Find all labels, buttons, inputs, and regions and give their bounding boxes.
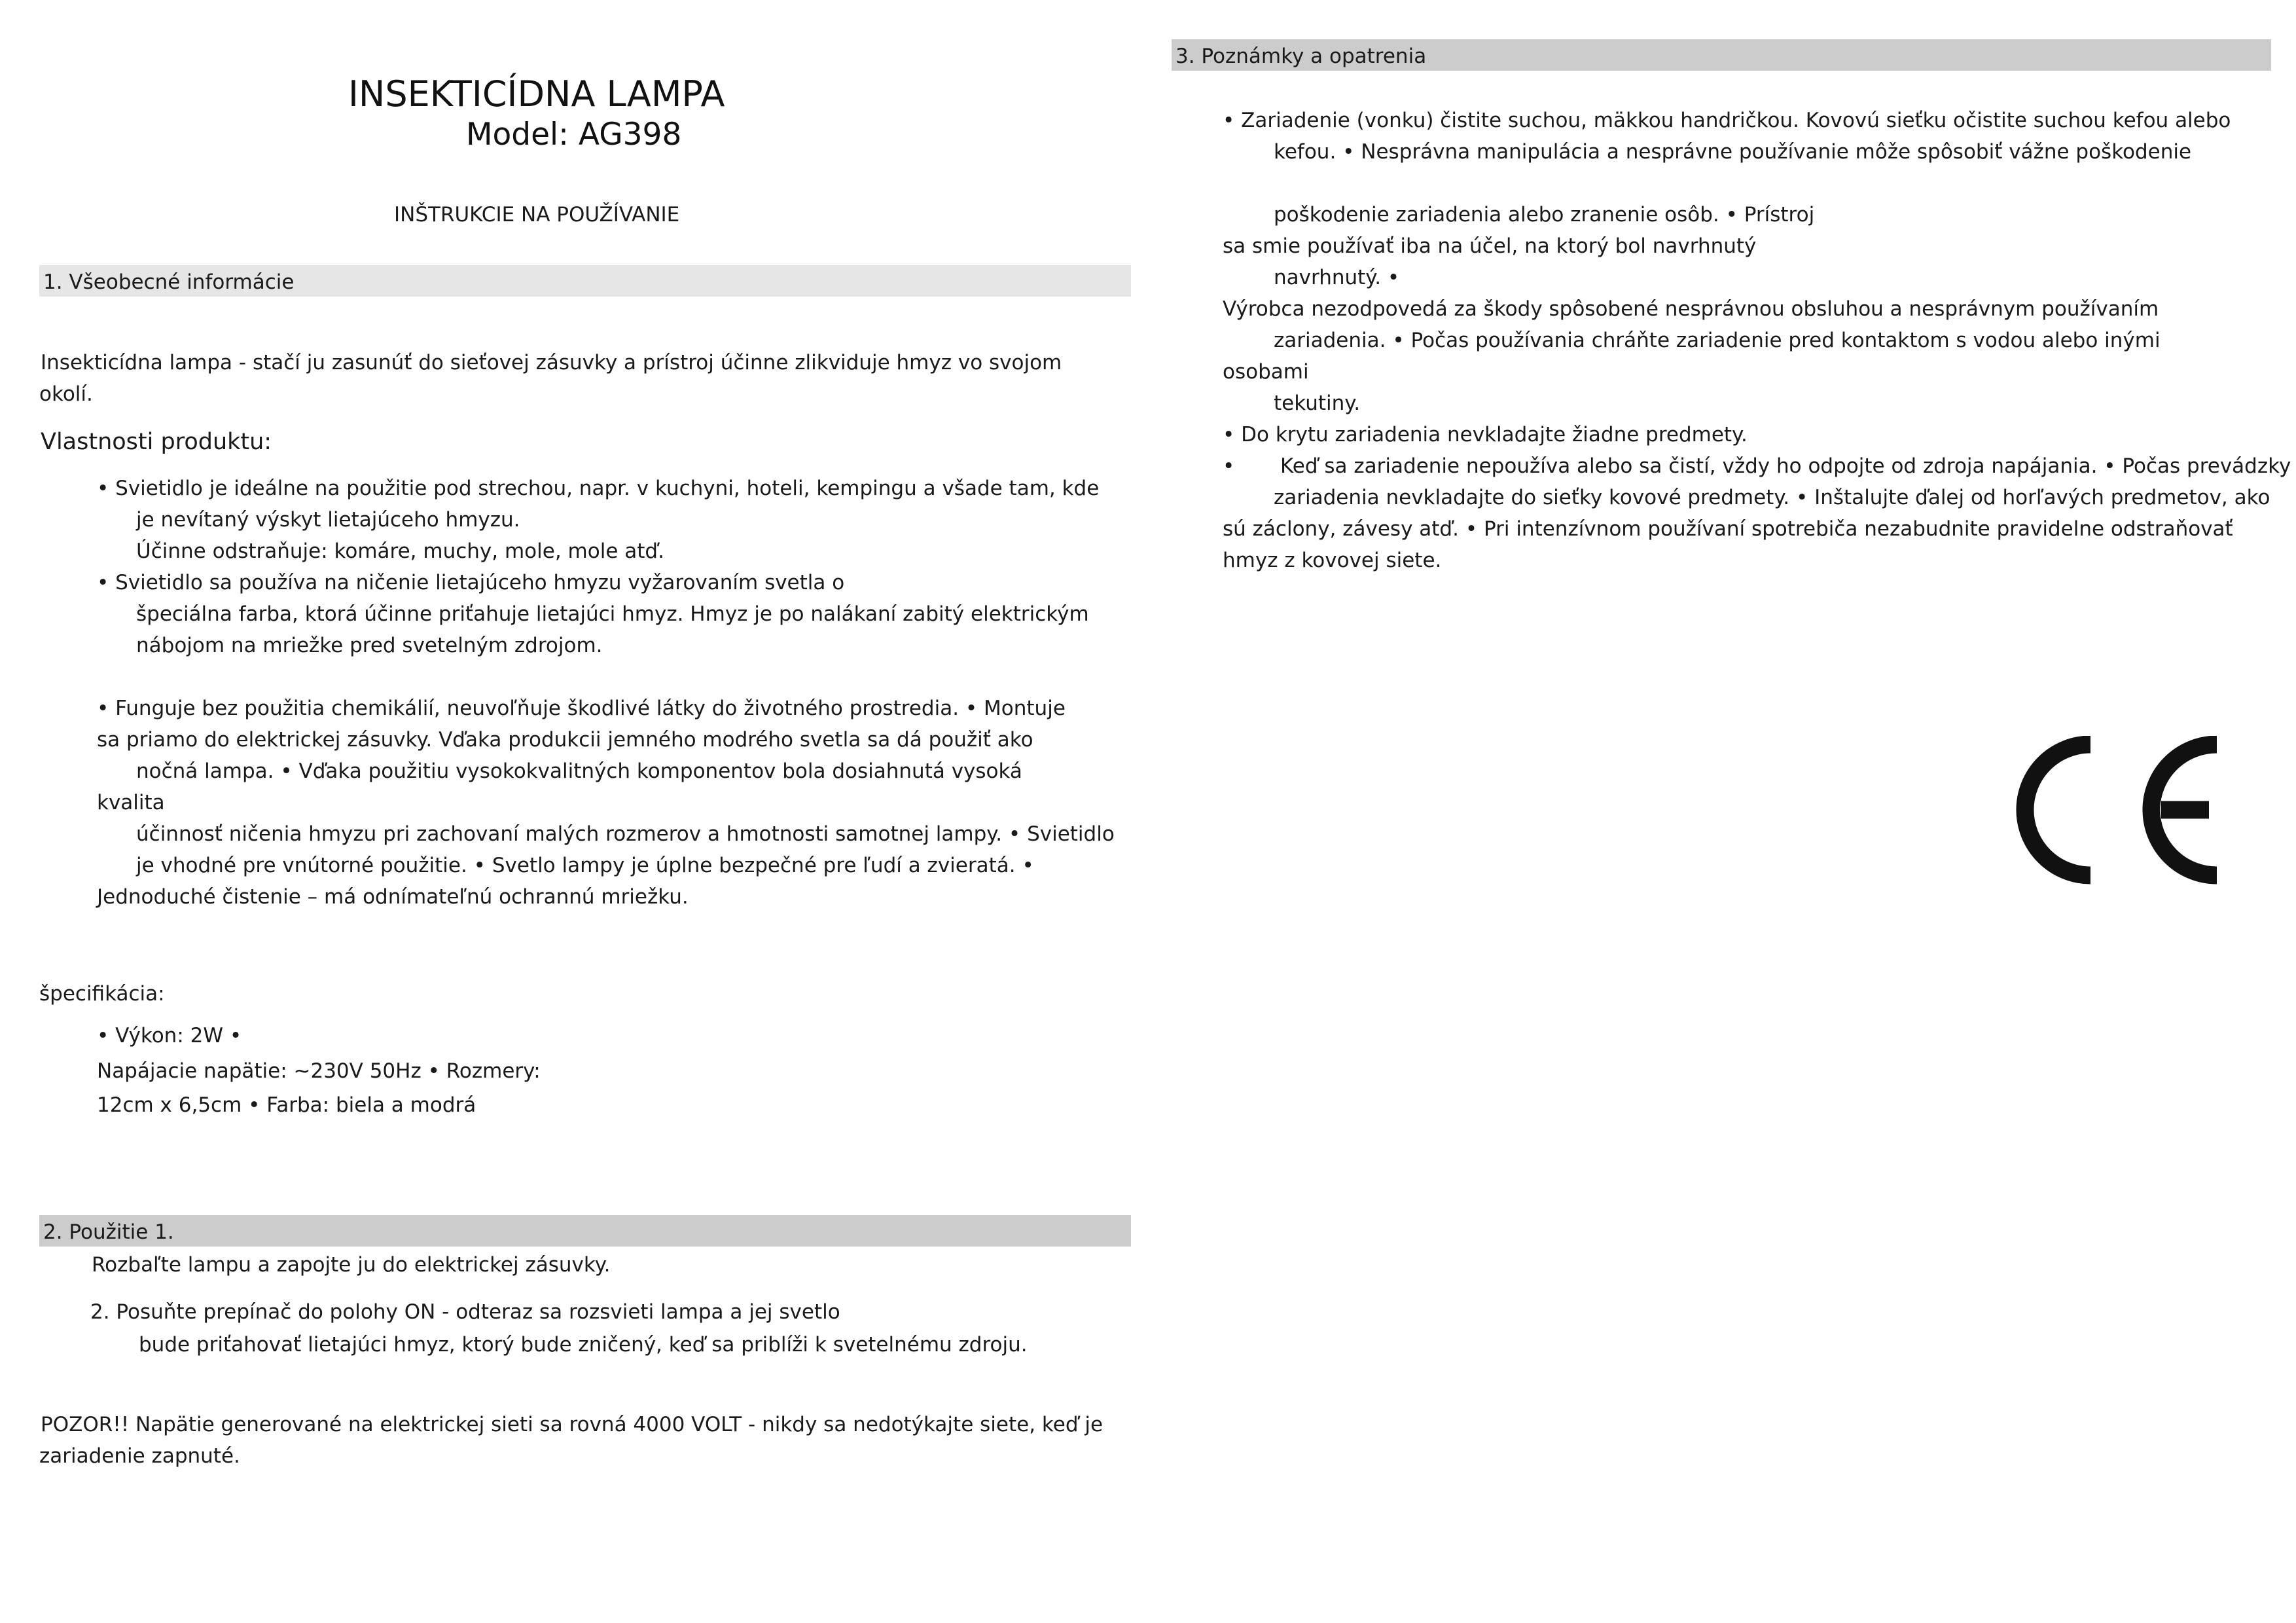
instructions-heading: INŠTRUKCIE NA POUŽÍVANIE (394, 203, 680, 227)
feature-line: • Funguje bez použitia chemikálií, neuvoľňuje škodlivé látky do životného prostredia. • Montuje (97, 697, 1066, 720)
note-line: sa smie používať iba na účel, na ktorý bol navrhnutý (1223, 234, 1757, 258)
note-line: tekutiny. (1274, 392, 1361, 415)
intro-line-2: okolí. (39, 382, 93, 406)
spec-line: 12cm x 6,5cm • Farba: biela a modrá (97, 1093, 476, 1117)
note-line: Keď sa zariadenie nepoužíva alebo sa čistí, vždy ho odpojte od zdroja napájania. • Počas prevádzky (1280, 454, 2291, 478)
usage-step: 2. Posuňte prepínač do polohy ON - odteraz sa rozsvieti lampa a jej svetlo (90, 1300, 840, 1324)
note-line: hmyz z kovovej siete. (1223, 549, 1442, 572)
usage-step: bude priťahovať lietajúci hmyz, ktorý bude zničený, keď sa priblíži k svetelnému zdroju. (139, 1333, 1028, 1357)
usage-step: Rozbaľte lampu a zapojte ju do elektrickej zásuvky. (92, 1253, 611, 1277)
feature-line: nočná lampa. • Vďaka použitiu vysokokvalitných komponentov bola dosiahnutá vysoká (136, 759, 1022, 783)
feature-line: špeciálna farba, ktorá účinne priťahuje lietajúci hmyz. Hmyz je po nalákaní zabitý elektrickým (136, 602, 1089, 626)
feature-line: • Svietidlo sa používa na ničenie lietajúceho hmyzu vyžarovaním svetla o (97, 571, 845, 594)
feature-line: je vhodné pre vnútorné použitie. • Svetlo lampy je úplne bezpečné pre ľudí a zvieratá. • (136, 854, 1034, 877)
warning-line-1: POZOR!! Napätie generované na elektrickej sieti sa rovná 4000 VOLT - nikdy sa nedotýkajte siete, keď je (41, 1413, 1103, 1436)
spec-line: Napájacie napätie: ~230V 50Hz • Rozmery: (97, 1059, 541, 1083)
feature-line: Účinne odstraňuje: komáre, muchy, mole, mole atď. (136, 539, 664, 563)
feature-line: Jednoduché čistenie – má odnímateľnú ochrannú mriežku. (97, 885, 689, 909)
features-title: Vlastnosti produktu: (41, 429, 272, 455)
note-line: kefou. • Nesprávna manipulácia a nesprávne používanie môže spôsobiť vážne poškodenie (1274, 140, 2192, 164)
feature-line: • Svietidlo je ideálne na použitie pod strechou, napr. v kuchyni, hoteli, kempingu a všade tam, kde (97, 477, 1100, 500)
note-line: poškodenie zariadenia alebo zranenie osôb. • Prístroj (1274, 203, 1815, 227)
model-number: Model: AG398 (466, 117, 682, 153)
note-line: Výrobca nezodpovedá za škody spôsobené nesprávnou obsluhou a nesprávnym používaním (1223, 297, 2159, 321)
section-2-heading: 2. Použitie 1. (39, 1215, 1131, 1247)
intro-line-1: Insekticídna lampa - stačí ju zasunúť do sieťovej zásuvky a prístroj účinne zlikviduje hmyz vo svojom (41, 351, 1062, 374)
section-3-heading: 3. Poznámky a opatrenia (1172, 39, 2271, 71)
note-line: osobami (1223, 360, 1309, 384)
document-title: INSEKTICÍDNA LAMPA (348, 73, 725, 115)
feature-line: kvalita (97, 791, 165, 814)
note-line: zariadenia nevkladajte do sieťky kovové predmety. • Inštalujte ďalej od horľavých predmetov, ako (1274, 486, 2270, 509)
ce-mark-icon (2016, 736, 2225, 886)
section-1-heading: 1. Všeobecné informácie (39, 265, 1131, 297)
note-bullet: • (1223, 454, 1235, 478)
feature-line: sa priamo do elektrickej zásuvky. Vďaka produkcii jemného modrého svetla sa dá použiť ako (97, 728, 1033, 752)
note-line: zariadenia. • Počas používania chráňte zariadenie pred kontaktom s vodou alebo inými (1274, 329, 2161, 352)
feature-line: je nevítaný výskyt lietajúceho hmyzu. (136, 508, 520, 532)
spec-title: špecifikácia: (39, 982, 165, 1006)
spec-line: • Výkon: 2W • (97, 1024, 242, 1048)
note-line: • Do krytu zariadenia nevkladajte žiadne predmety. (1223, 423, 1748, 447)
warning-line-2: zariadenie zapnuté. (39, 1444, 240, 1468)
feature-line: účinnosť ničenia hmyzu pri zachovaní malých rozmerov a hmotnosti samotnej lampy. • Svietidlo (136, 822, 1115, 846)
note-line: sú záclony, závesy atď. • Pri intenzívnom používaní spotrebiča nezabudnite pravidelne odstraňovať (1223, 517, 2233, 541)
note-line: • Zariadenie (vonku) čistite suchou, mäkkou handričkou. Kovovú sieťku očistite suchou kefou alebo (1223, 109, 2231, 132)
feature-line: nábojom na mriežke pred svetelným zdrojom. (136, 634, 603, 657)
note-line: navrhnutý. • (1274, 266, 1400, 289)
